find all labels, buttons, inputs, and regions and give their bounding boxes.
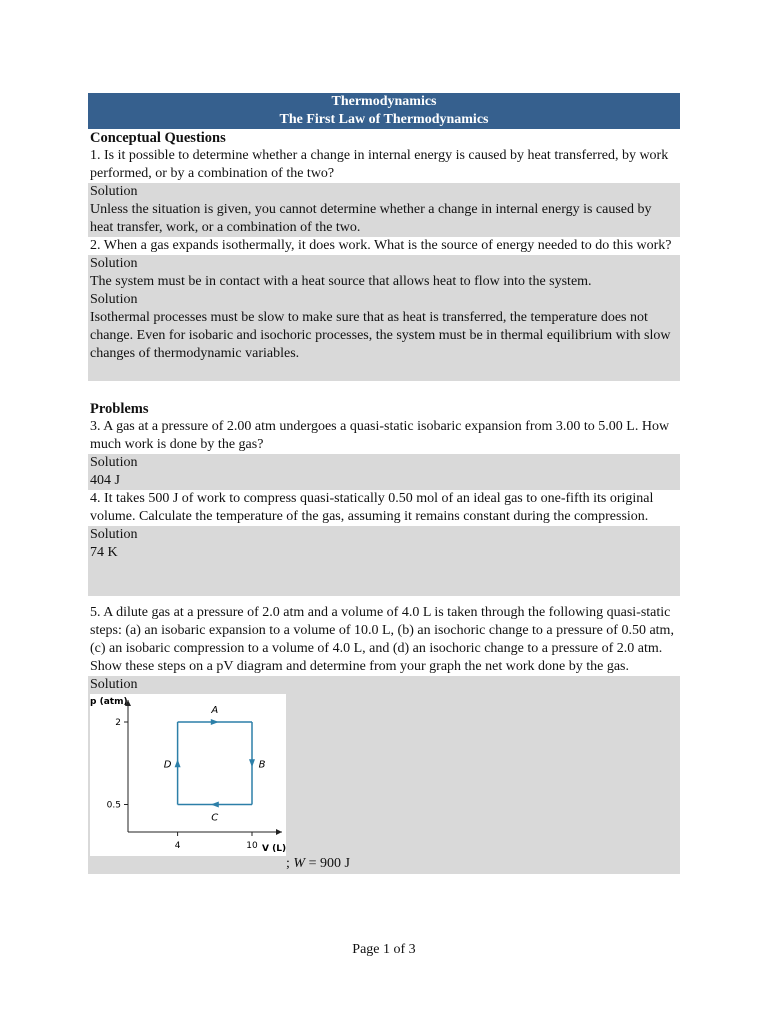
problem-5: 5. A dilute gas at a pressure of 2.0 atm and a volume of 4.0 L is taken through the following quasi-static steps: (a) an isobaric expansion to a volume of 10.0 L, (b) an isochoric change to a pressure of 0.50 atm, (c) an isobaric compression to a volume of 4.0 L, and (d) an isochoric change to a pressure of 2.0 atm. Show these steps on a pV diagram and determine from your graph the net work done by the gas. xyxy=(90,605,674,674)
solution-label: Solution xyxy=(90,256,138,271)
question-1: 1. Is it possible to determine whether a change in internal energy is caused by heat transferred, by work performed, or by a combination of the two? xyxy=(90,148,669,181)
document-page xyxy=(88,93,680,874)
solution-2b: Isothermal processes must be slow to make sure that as heat is transferred, the temperature does not change. Even for isobaric and isochoric processes, the system must be in thermal equilibrium with slow changes of thermodynamic variables. xyxy=(90,310,671,361)
x-tick-label: 10 xyxy=(246,841,258,851)
y-axis-label: p (atm) xyxy=(90,697,128,707)
process-label-d: D xyxy=(163,759,172,771)
process-label-a: A xyxy=(211,705,219,716)
work-result xyxy=(286,856,350,872)
solution-label: Solution xyxy=(90,677,138,692)
solution-label: Solution xyxy=(90,184,138,199)
result-separator: ; xyxy=(286,856,290,871)
solution-label: Solution xyxy=(90,292,138,307)
solution-label: Solution xyxy=(90,527,138,542)
solution-2a: The system must be in contact with a heat source that allows heat to flow into the system. xyxy=(90,274,592,289)
y-tick-label: 0.5 xyxy=(106,800,121,811)
result-variable: W xyxy=(293,856,306,871)
solution-label: Solution xyxy=(90,455,138,470)
section-heading-problems: Problems xyxy=(90,401,149,417)
title-bar xyxy=(88,93,680,129)
doc-subtitle: The First Law of Thermodynamics xyxy=(279,112,489,127)
page-number: Page 1 of 3 xyxy=(352,942,416,957)
solution-4: 74 K xyxy=(90,545,118,560)
process-label-c: C xyxy=(211,812,219,824)
question-2: 2. When a gas expands isothermally, it does work. What is the source of energy needed to do this work? xyxy=(90,238,672,253)
y-tick-label: 2 xyxy=(115,718,121,728)
x-tick-label: 4 xyxy=(174,841,181,851)
pv-diagram xyxy=(90,694,286,856)
result-equation: = 900 J xyxy=(305,856,350,871)
solution-5-graph-row xyxy=(88,694,680,874)
solution-1: Unless the situation is given, you cannot determine whether a change in internal energy is caused by heat transfer, work, or a combination of the two. xyxy=(90,202,652,235)
section-heading-conceptual: Conceptual Questions xyxy=(90,130,226,146)
problem-3: 3. A gas at a pressure of 2.00 atm undergoes a quasi-static isobaric expansion from 3.00 to 5.00 L. How much work is done by the gas? xyxy=(90,419,670,452)
doc-title: Thermodynamics xyxy=(331,94,437,109)
problem-4: 4. It takes 500 J of work to compress quasi-statically 0.50 mol of an ideal gas to one-fifth its original volume. Calculate the temperature of the gas, assuming it remains constant during the compression. xyxy=(90,491,654,524)
process-label-b: B xyxy=(258,759,266,771)
solution-3: 404 J xyxy=(90,473,120,488)
x-axis-label: V (L) xyxy=(262,844,286,854)
